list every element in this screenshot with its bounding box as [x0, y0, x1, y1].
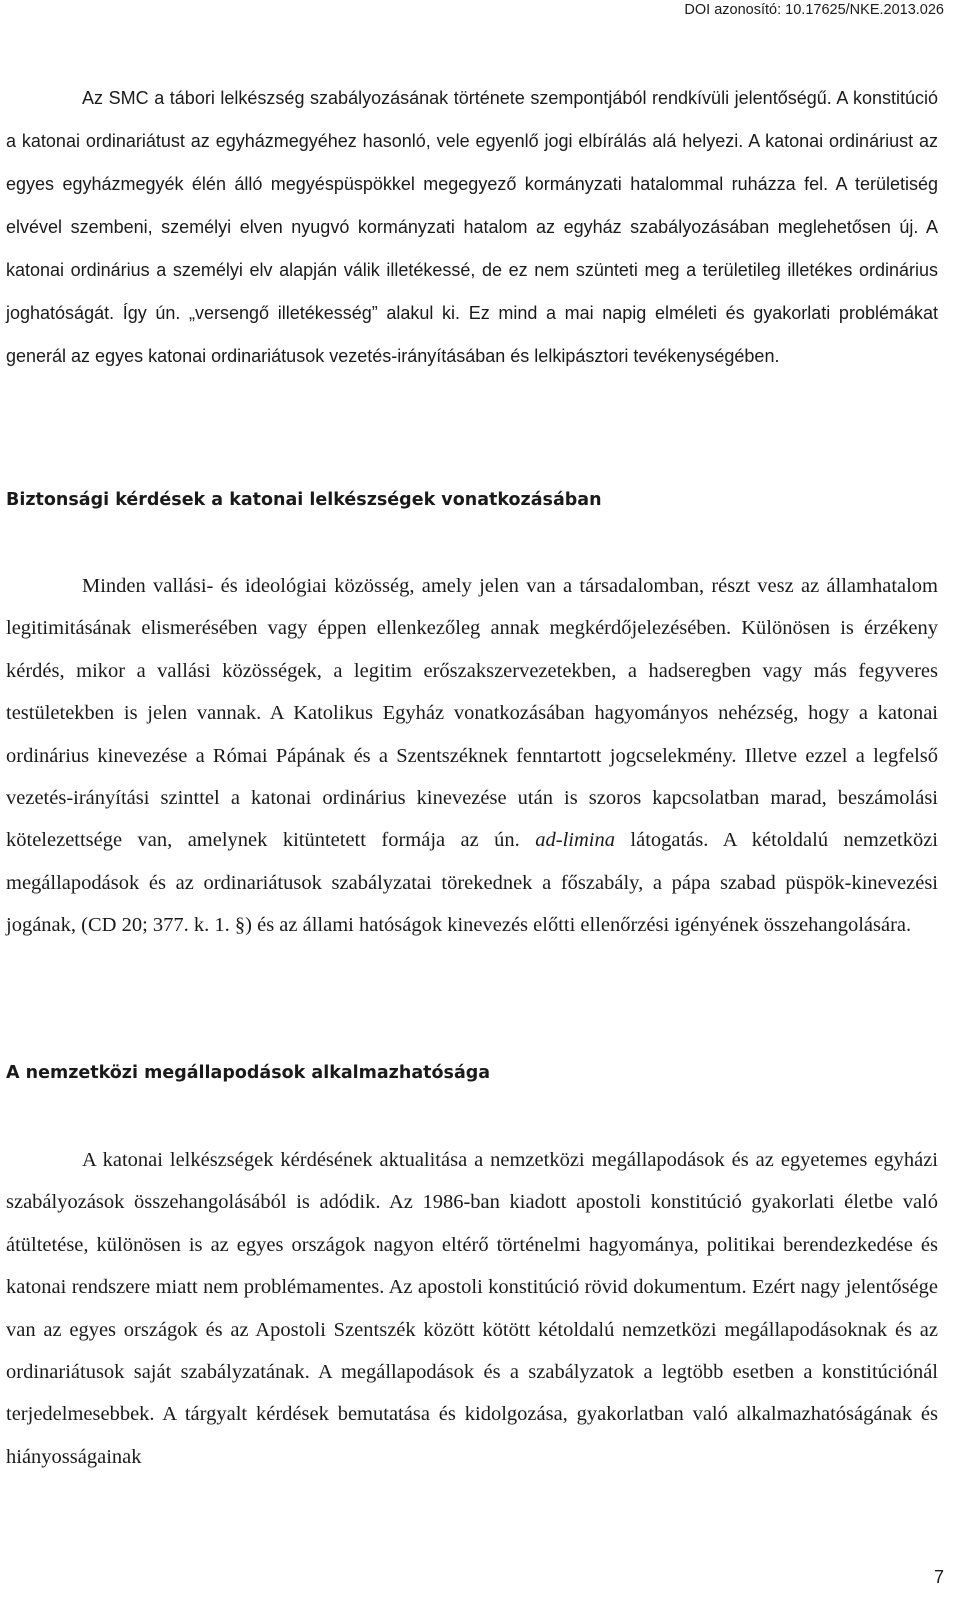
- section2-italic-term: ad-limina: [535, 829, 615, 852]
- page-number: 7: [933, 1567, 944, 1587]
- section2-heading: Biztonsági kérdések a katonai lelkészségek vonatkozásában: [6, 490, 602, 510]
- section2-paragraph: [6, 565, 938, 947]
- section2-text-b: látogatás. A kétoldalú nemzetközi megállapodások és az ordinariátusok szabályzatai törekednek a főszabály, a pápa szabad püspök-kinevezési jogának, (CD 20; 377. k. 1. §) és az állami hatóságok kinevezés előtti ellenőrzési igényének összehangolására.: [6, 829, 939, 937]
- section2-text-a: Minden vallási- és ideológiai közösség, amely jelen van a társadalomban, részt vesz az államhatalom legitimitásának elismerésében vagy éppen ellenkezőleg annak megkérdőjelezésében. Különösen is érzékeny kérdés, mikor a vallási közösségek, a legitim erőszakszervezetekben, a hadseregben vagy más fegyveres testületekben is jelen vannak. A Katolikus Egyház vonatkozásában hagyományos nehézség, hogy a katonai ordinárius kinevezése a Római Pápának és a Szentszéknek fenntartott jogcselekmény. Illetve ezzel a legfelső vezetés-irányítási szinttel a katonai ordinárius kinevezése után is szoros kapcsolatban marad, beszámolási kötelezettsége van, amelynek kitüntetett formája az ún.: [6, 575, 938, 852]
- section3-paragraph: A katonai lelkészségek kérdésének aktualitása a nemzetközi megállapodások és az egyetemes egyházi szabályozások összehangolásából is adódik. Az 1986-ban kiadott apostoli konstitúció gyakorlati életbe való átültetése, különösen is az egyes országok nagyon eltérő történelmi hagyománya, politikai berendezkedése és katonai rendszere miatt nem problémamentes. Az apostoli konstitúció rövid dokumentum. Ezért nagy jelentősége van az egyes országok és az Apostoli Szentszék között kötött kétoldalú nemzetközi megállapodásoknak és az ordinariátusok saját szabályzatának. A megállapodások és a szabályzatok a legtöbb esetben a konstitúciónál terjedelmesebbek. A tárgyalt kérdések bemutatása és kidolgozása, gyakorlatban való alkalmazhatóságának és hiányosságainak: [6, 1149, 938, 1468]
- section1-paragraph: Az SMC a tábori lelkészség szabályozásának története szempontjából rendkívüli jelentőségű. A konstitúció a katonai ordinariátust az egyházmegyéhez hasonló, vele egyenlő jogi elbírálás alá helyezi. A katonai ordináriust az egyes egyházmegyék élén álló megyéspüspökkel megegyező kormányzati hatalommal ruházza fel. A területiség elvével szembeni, személyi elven nyugvó kormányzati hatalom az egyház szabályozásában meglehetősen új. A katonai ordinárius a személyi elv alapján válik illetékessé, de ez nem szünteti meg a területileg illetékes ordinárius joghatóságát. Így ún. „versengő illetékesség” alakul ki. Ez mind a mai napig elméleti és gyakorlati problémákat generál az egyes katonai ordinariátusok vezetés-irányításában és lelkipásztori tevékenységében.: [6, 88, 938, 366]
- section3-heading: A nemzetközi megállapodások alkalmazhatósága: [6, 1063, 491, 1083]
- doi-header: DOI azonosító: 10.17625/NKE.2013.026: [684, 2, 944, 18]
